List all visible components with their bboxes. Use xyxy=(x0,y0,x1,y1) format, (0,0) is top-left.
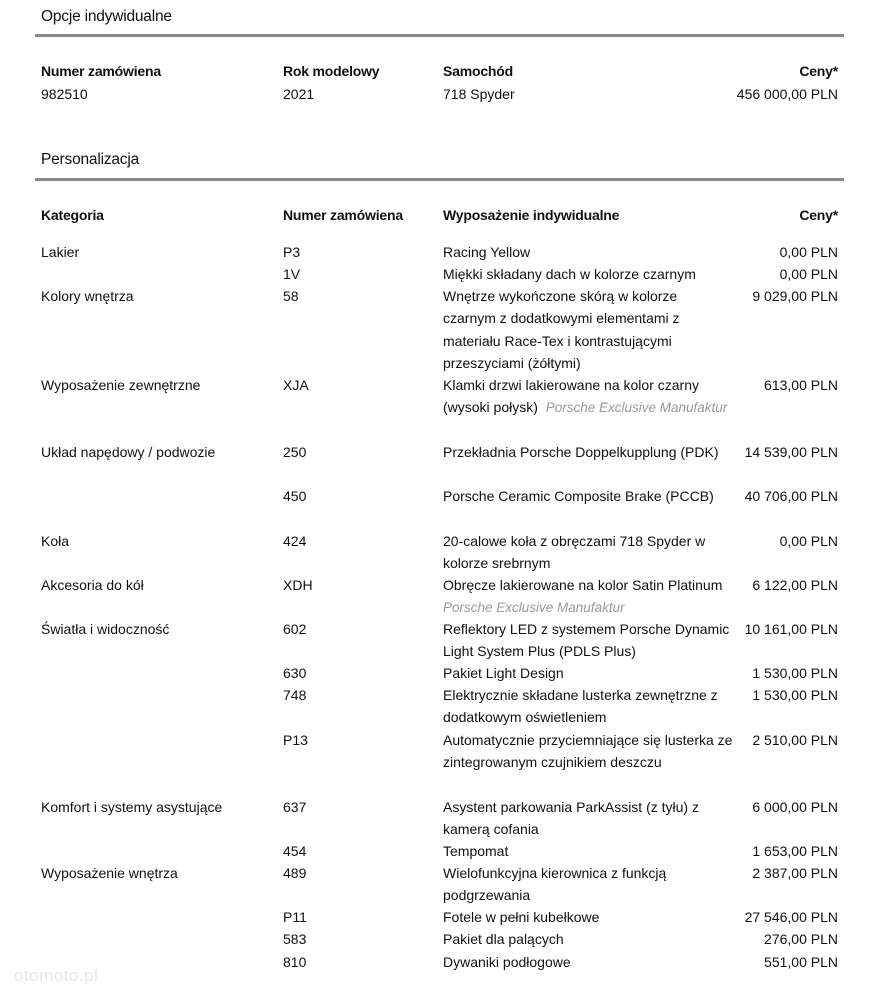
row-description-text: 20-calowe koła z obręczami 718 Spyder w kolorze srebrnym xyxy=(443,533,706,572)
row-code xyxy=(283,241,433,263)
row-code-label: 810 xyxy=(283,954,307,970)
row-category-label: Wyposażenie zewnętrzne xyxy=(41,377,201,393)
row-description-text: Porsche Ceramic Composite Brake (PCCB) xyxy=(443,488,714,504)
row-code-label: P13 xyxy=(283,732,308,748)
row-code-label: 748 xyxy=(283,687,307,703)
row-code xyxy=(283,862,433,884)
row-price-value: 613,00 PLN xyxy=(764,377,838,393)
row-description-text: Wielofunkcyjna kierownica z funkcją podgrzewania xyxy=(443,865,667,904)
exclusive-manufaktur-tag: Porsche Exclusive Manufaktur xyxy=(443,600,625,616)
row-code xyxy=(283,441,433,463)
row-category xyxy=(41,530,276,552)
row-description xyxy=(443,840,733,862)
row-price-value: 1 530,00 PLN xyxy=(752,665,838,681)
row-description-text: Miękki składany dach w kolorze czarnym xyxy=(443,266,696,282)
row-price xyxy=(698,951,838,973)
row-code-label: P11 xyxy=(283,909,307,925)
row-description xyxy=(443,928,733,950)
row-code xyxy=(283,684,433,706)
row-description xyxy=(443,684,733,729)
row-description-text: Asystent parkowania ParkAssist (z tyłu) z kamerą cofania xyxy=(443,799,699,838)
row-description xyxy=(443,374,733,420)
car-value: 718 Spyder xyxy=(443,86,515,102)
row-code-label: P3 xyxy=(283,244,301,260)
row-description-text: Automatycznie przyciemniające się lusterka ze zintegrowanym czujnikiem deszczu xyxy=(443,732,733,771)
row-category xyxy=(41,374,276,396)
row-description-text: Pakiet Light Design xyxy=(443,665,564,681)
row-code xyxy=(283,796,433,818)
model-year-value: 2021 xyxy=(283,86,315,102)
row-price xyxy=(698,862,838,884)
row-price xyxy=(698,618,838,640)
row-category-label: Światła i widoczność xyxy=(41,621,170,637)
header-model-year: Rok modelowy xyxy=(283,63,380,79)
row-description xyxy=(443,263,733,285)
row-price-value: 2 510,00 PLN xyxy=(752,732,838,748)
row-price-value: 0,00 PLN xyxy=(779,533,838,549)
row-description-text: Tempomat xyxy=(443,843,509,859)
row-description-text: Reflektory LED z systemem Porsche Dynamic Light System Plus (PDLS Plus) xyxy=(443,621,730,660)
header-car: Samochód xyxy=(443,63,513,79)
row-code-label: 489 xyxy=(283,865,307,881)
row-description xyxy=(443,241,733,263)
row-category-label: Akcesoria do kół xyxy=(41,577,144,593)
row-price xyxy=(698,796,838,818)
row-description xyxy=(443,951,733,973)
row-description-text: Obręcze lakierowane na kolor Satin Platinum xyxy=(443,577,723,593)
header-order-number: Numer zamówiena xyxy=(41,63,161,79)
row-code xyxy=(283,530,433,552)
row-price xyxy=(698,530,838,552)
row-code xyxy=(283,374,433,396)
row-price xyxy=(698,906,838,928)
row-description xyxy=(443,485,733,507)
header-price: Ceny* xyxy=(799,63,838,79)
row-price-value: 0,00 PLN xyxy=(779,266,838,282)
section-title-individual-options: Opcje indywidualne xyxy=(41,8,172,25)
row-category xyxy=(41,441,276,463)
row-price-value: 6 122,00 PLN xyxy=(752,577,838,593)
car-price-value: 456 000,00 PLN xyxy=(736,86,838,102)
row-price-value: 0,00 PLN xyxy=(779,244,838,260)
row-code-label: 58 xyxy=(283,288,299,304)
header-category: Kategoria xyxy=(41,207,104,223)
row-price xyxy=(698,441,838,463)
row-description xyxy=(443,285,733,374)
row-code-label: 583 xyxy=(283,931,307,947)
row-code xyxy=(283,906,433,928)
header-equipment: Wyposażenie indywidualne xyxy=(443,207,620,223)
row-price-value: 276,00 PLN xyxy=(764,931,838,947)
row-description-text: Pakiet dla palących xyxy=(443,931,564,947)
row-description-text: Przekładnia Porsche Doppelkupplung (PDK) xyxy=(443,444,719,460)
row-code-label: 602 xyxy=(283,621,307,637)
header-code: Numer zamówiena xyxy=(283,207,403,223)
row-category-label: Lakier xyxy=(41,244,80,260)
row-code-label: XJA xyxy=(283,377,309,393)
order-number-value: 982510 xyxy=(41,86,88,102)
row-price xyxy=(698,485,838,507)
row-description-text: Klamki drzwi lakierowane na kolor czarny (wysoki połysk) xyxy=(443,377,699,416)
row-code xyxy=(283,840,433,862)
row-price-value: 2 387,00 PLN xyxy=(752,865,838,881)
row-price-value: 27 546,00 PLN xyxy=(744,909,838,925)
row-price xyxy=(698,729,838,751)
row-description xyxy=(443,906,733,928)
header-price: Ceny* xyxy=(799,207,838,223)
row-description xyxy=(443,796,733,841)
row-category xyxy=(41,862,276,884)
row-code-label: XDH xyxy=(283,577,313,593)
row-category-label: Wyposażenie wnętrza xyxy=(41,865,178,881)
row-price xyxy=(698,241,838,263)
row-description-text: Wnętrze wykończone skórą w kolorze czarnym z dodatkowymi elementami z materiału Race-Tex i kontrastującymi przeszyciami (żółtymi) xyxy=(443,288,680,371)
row-price xyxy=(698,374,838,396)
row-price xyxy=(698,928,838,950)
row-category xyxy=(41,574,276,596)
row-price xyxy=(698,662,838,684)
row-code xyxy=(283,928,433,950)
exclusive-manufaktur-tag: Porsche Exclusive Manufaktur xyxy=(545,400,728,416)
row-description xyxy=(443,574,733,620)
row-category-label: Kolory wnętrza xyxy=(41,288,134,304)
row-category xyxy=(41,618,276,640)
row-code xyxy=(283,574,433,596)
row-price xyxy=(698,263,838,285)
row-code-label: 450 xyxy=(283,488,307,504)
row-code xyxy=(283,951,433,973)
row-description-text: Dywaniki podłogowe xyxy=(443,954,571,970)
row-category-label: Układ napędowy / podwozie xyxy=(41,444,216,460)
row-price-value: 1 530,00 PLN xyxy=(752,687,838,703)
row-code xyxy=(283,285,433,307)
row-category-label: Komfort i systemy asystujące xyxy=(41,799,223,815)
row-price xyxy=(698,684,838,706)
row-code xyxy=(283,485,433,507)
row-code-label: 454 xyxy=(283,843,307,859)
row-code-label: 637 xyxy=(283,799,307,815)
row-price xyxy=(698,840,838,862)
row-category xyxy=(41,285,276,307)
section-title-personalization: Personalizacja xyxy=(41,151,140,168)
row-description xyxy=(443,618,733,663)
row-price-value: 40 706,00 PLN xyxy=(744,488,838,504)
row-description xyxy=(443,662,733,684)
row-description-text: Fotele w pełni kubełkowe xyxy=(443,909,600,925)
row-code-label: 424 xyxy=(283,533,307,549)
row-category xyxy=(41,796,276,818)
row-description-text: Racing Yellow xyxy=(443,244,531,260)
row-code xyxy=(283,263,433,285)
row-description xyxy=(443,862,733,907)
row-price-value: 551,00 PLN xyxy=(764,954,838,970)
row-description-text: Elektrycznie składane lusterka zewnętrzne z dodatkowym oświetleniem xyxy=(443,687,718,726)
section-divider xyxy=(35,178,844,181)
row-price xyxy=(698,574,838,596)
row-price-value: 14 539,00 PLN xyxy=(744,444,838,460)
row-description xyxy=(443,441,733,463)
section-divider xyxy=(35,34,844,37)
row-code-label: 1V xyxy=(283,266,301,282)
row-description xyxy=(443,729,733,774)
row-code-label: 630 xyxy=(283,665,307,681)
row-category xyxy=(41,241,276,263)
row-category-label: Koła xyxy=(41,533,70,549)
row-price-value: 10 161,00 PLN xyxy=(744,621,838,637)
row-description xyxy=(443,530,733,575)
watermark: otomoto.pl xyxy=(14,966,99,985)
row-price-value: 1 653,00 PLN xyxy=(752,843,838,859)
row-code xyxy=(283,729,433,751)
row-code-label: 250 xyxy=(283,444,307,460)
row-code xyxy=(283,618,433,640)
row-price-value: 9 029,00 PLN xyxy=(752,288,838,304)
row-price xyxy=(698,285,838,307)
row-code xyxy=(283,662,433,684)
row-price-value: 6 000,00 PLN xyxy=(752,799,838,815)
